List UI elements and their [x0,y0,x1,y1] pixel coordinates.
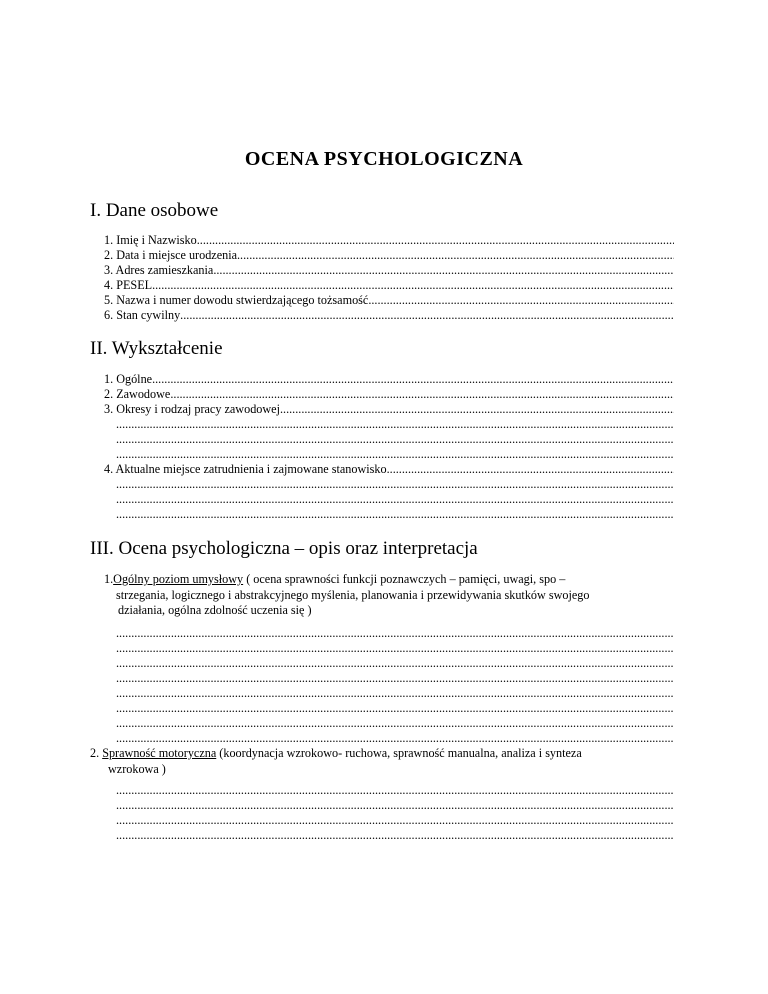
item-motor-skills: 2. Sprawność motoryczna (koordynacja wzrokowo- ruchowa, sprawność manualna, analiza i synteza wzrokowa ) [90,746,582,776]
blank-line[interactable] [116,447,674,462]
blank-line[interactable] [116,626,674,641]
blank-line[interactable] [116,671,674,686]
field-vocational-education[interactable]: 2. Zawodowe ..... [104,387,674,402]
document-title: OCENA PSYCHOLOGICZNA [244,148,524,170]
blank-line[interactable] [116,686,674,701]
field-full-name[interactable]: 1. Imię i Nazwisko ..... [104,233,674,248]
blank-line[interactable] [116,477,674,492]
field-work-periods[interactable]: 3. Okresy i rodzaj pracy zawodowej ..... [104,402,674,417]
blank-line[interactable] [116,432,674,447]
blank-line[interactable] [116,492,674,507]
blank-line[interactable] [116,716,674,731]
label-intellectual-level: Ogólny poziom umysłowy [113,572,244,586]
section-heading-education: II. Wykształcenie [90,338,223,359]
field-current-employment[interactable]: 4. Aktualne miejsce zatrudnienia i zajmowane stanowisko ..... [104,462,674,477]
section-heading-psych-assessment: III. Ocena psychologiczna – opis oraz interpretacja [90,538,478,559]
blank-line[interactable] [116,507,674,522]
field-pesel[interactable]: 4. PESEL ..... [104,278,674,293]
field-address[interactable]: 3. Adres zamieszkania ..... [104,263,674,278]
blank-line[interactable] [116,783,674,798]
blank-line[interactable] [116,701,674,716]
blank-line[interactable] [116,798,674,813]
section-heading-personal-data: I. Dane osobowe [90,200,219,221]
field-id-document[interactable]: 5. Nazwa i numer dowodu stwierdzającego tożsamość ..... [104,293,674,308]
field-general-education[interactable]: 1. Ogólne ..... [104,372,674,387]
label-motor-skills: Sprawność motoryczna [102,746,217,760]
field-birth-date-place[interactable]: 2. Data i miejsce urodzenia ..... [104,248,674,263]
field-marital-status[interactable]: 6. Stan cywilny ..... [104,308,674,323]
blank-line[interactable] [116,656,674,671]
item-intellectual-level: 1.Ogólny poziom umysłowy ( ocena sprawności funkcji poznawczych – pamięci, uwagi, spo – strzegania, logicznego i abstrakcyjnego myślenia, planowania i przewidywania skutków swojego działania, ogólna zdolność uczenia się ) [104,572,590,617]
blank-line[interactable] [116,828,674,843]
blank-line[interactable] [116,417,674,432]
blank-line[interactable] [116,731,674,746]
blank-line[interactable] [116,813,674,828]
blank-line[interactable] [116,641,674,656]
